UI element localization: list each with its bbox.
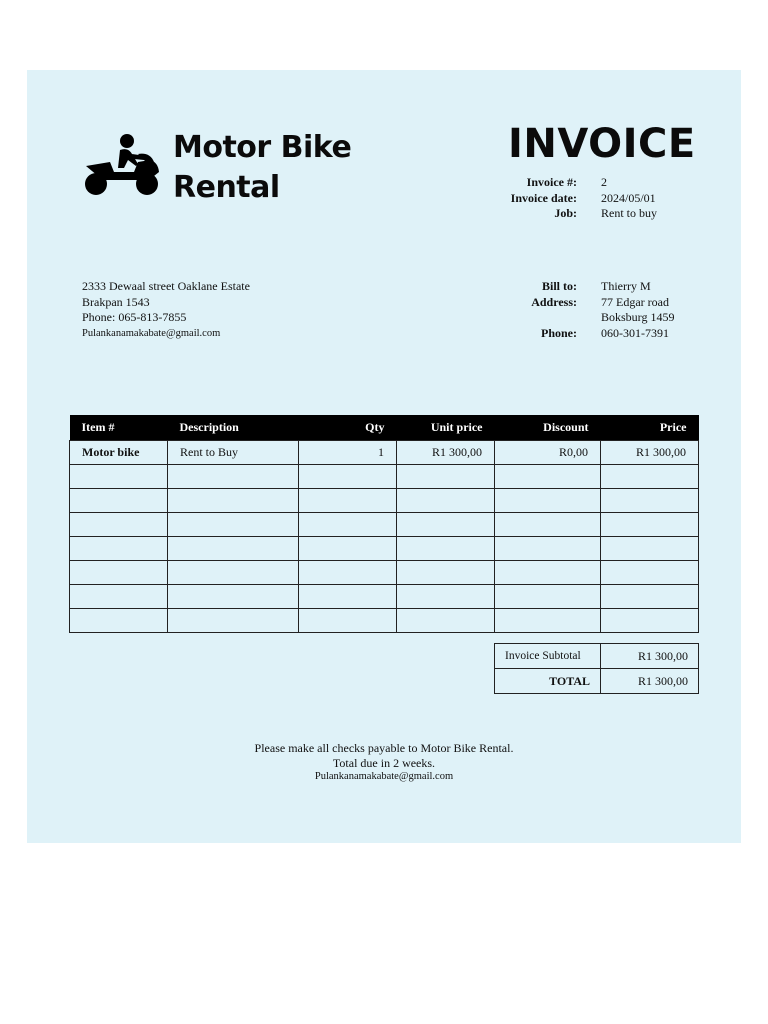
table-row — [70, 465, 699, 489]
table-row — [70, 585, 699, 609]
job-value: Rent to buy — [601, 206, 657, 220]
table-cell — [299, 609, 397, 633]
company-address-line2: Brakpan 1543 — [82, 294, 150, 309]
company-name-line1: Motor Bike — [173, 130, 352, 165]
column-header: Price — [601, 415, 699, 441]
table-cell — [397, 561, 495, 585]
address-label: Address: — [531, 294, 577, 309]
company-address-line1: 2333 Dewaal street Oaklane Estate — [82, 279, 250, 293]
table-cell — [601, 609, 699, 633]
bill-to-address-line2: Boksburg 1459 — [601, 310, 675, 324]
table-cell: Motor bike — [70, 441, 168, 465]
company-name-line2: Rental — [173, 170, 280, 205]
bill-to-label: Bill to: — [542, 279, 577, 293]
table-cell — [299, 537, 397, 561]
table-cell — [70, 513, 168, 537]
table-cell — [168, 585, 299, 609]
invoice-number: 2 — [601, 175, 607, 189]
table-cell — [168, 465, 299, 489]
table-cell: R1 300,00 — [397, 441, 495, 465]
table-header-row — [70, 415, 699, 441]
column-header: Description — [168, 415, 299, 441]
invoice-number-label: Invoice #: — [526, 175, 577, 189]
table-cell — [397, 537, 495, 561]
invoice-date: 2024/05/01 — [601, 190, 656, 205]
company-address — [82, 279, 250, 341]
table-cell — [495, 561, 601, 585]
company-name — [173, 128, 373, 208]
table-cell — [495, 489, 601, 513]
table-row — [70, 441, 699, 465]
subtotal-value: R1 300,00 — [601, 644, 699, 669]
phone-label: Phone: — [541, 325, 577, 340]
table-cell — [70, 585, 168, 609]
table-cell: R0,00 — [495, 441, 601, 465]
table-cell — [495, 585, 601, 609]
bill-to — [482, 279, 721, 341]
table-cell — [397, 609, 495, 633]
column-header: Discount — [495, 415, 601, 441]
table-cell — [299, 489, 397, 513]
table-cell — [70, 609, 168, 633]
column-header: Qty — [299, 415, 397, 441]
table-cell: Rent to Buy — [168, 441, 299, 465]
table-row — [70, 561, 699, 585]
subtotal-label: Invoice Subtotal — [495, 644, 601, 669]
invoice-date-label: Invoice date: — [510, 190, 577, 205]
column-header: Unit price — [397, 415, 495, 441]
table-cell — [168, 561, 299, 585]
table-row — [70, 513, 699, 537]
company-phone: Phone: 065-813-7855 — [82, 310, 187, 324]
footer-line2: Total due in 2 weeks. — [332, 755, 436, 770]
line-items-table — [69, 415, 699, 633]
bill-to-phone: 060-301-7391 — [601, 325, 669, 340]
table-cell — [601, 561, 699, 585]
table-cell — [168, 513, 299, 537]
table-cell — [601, 513, 699, 537]
table-cell: R1 300,00 — [601, 441, 699, 465]
invoice-meta — [482, 175, 721, 222]
table-cell — [299, 465, 397, 489]
footer-email: Pulankanamakabate@gmail.com — [314, 771, 454, 782]
table-cell — [601, 489, 699, 513]
footer-line1: Please make all checks payable to Motor Bike Rental. — [254, 741, 514, 755]
job-label: Job: — [554, 206, 577, 220]
table-cell — [70, 489, 168, 513]
table-cell — [495, 609, 601, 633]
subtotal-row — [495, 644, 699, 669]
table-cell — [168, 537, 299, 561]
table-row — [70, 609, 699, 633]
bill-to-name: Thierry M — [601, 279, 651, 293]
totals-table — [494, 643, 699, 694]
table-cell — [601, 585, 699, 609]
table-cell — [397, 489, 495, 513]
company-email: Pulankanamakabate@gmail.com — [82, 327, 221, 339]
bill-to-address-line1: 77 Edgar road — [601, 294, 669, 309]
total-value: R1 300,00 — [601, 669, 699, 694]
table-cell — [299, 561, 397, 585]
table-cell — [397, 585, 495, 609]
table-cell: 1 — [299, 441, 397, 465]
table-cell — [601, 465, 699, 489]
table-cell — [70, 561, 168, 585]
table-cell — [495, 513, 601, 537]
table-cell — [168, 489, 299, 513]
column-header: Item # — [70, 415, 168, 441]
table-cell — [397, 465, 495, 489]
invoice-title: INVOICE — [508, 121, 696, 167]
table-cell — [495, 465, 601, 489]
footer-note — [200, 741, 568, 785]
table-row — [70, 537, 699, 561]
table-cell — [299, 513, 397, 537]
table-cell — [299, 585, 397, 609]
table-cell — [168, 609, 299, 633]
motorbike-rider-icon — [84, 132, 162, 198]
total-row — [495, 669, 699, 694]
table-cell — [495, 537, 601, 561]
table-cell — [601, 537, 699, 561]
table-cell — [397, 513, 495, 537]
table-row — [70, 489, 699, 513]
total-label: TOTAL — [495, 669, 601, 694]
table-cell — [70, 465, 168, 489]
table-cell — [70, 537, 168, 561]
